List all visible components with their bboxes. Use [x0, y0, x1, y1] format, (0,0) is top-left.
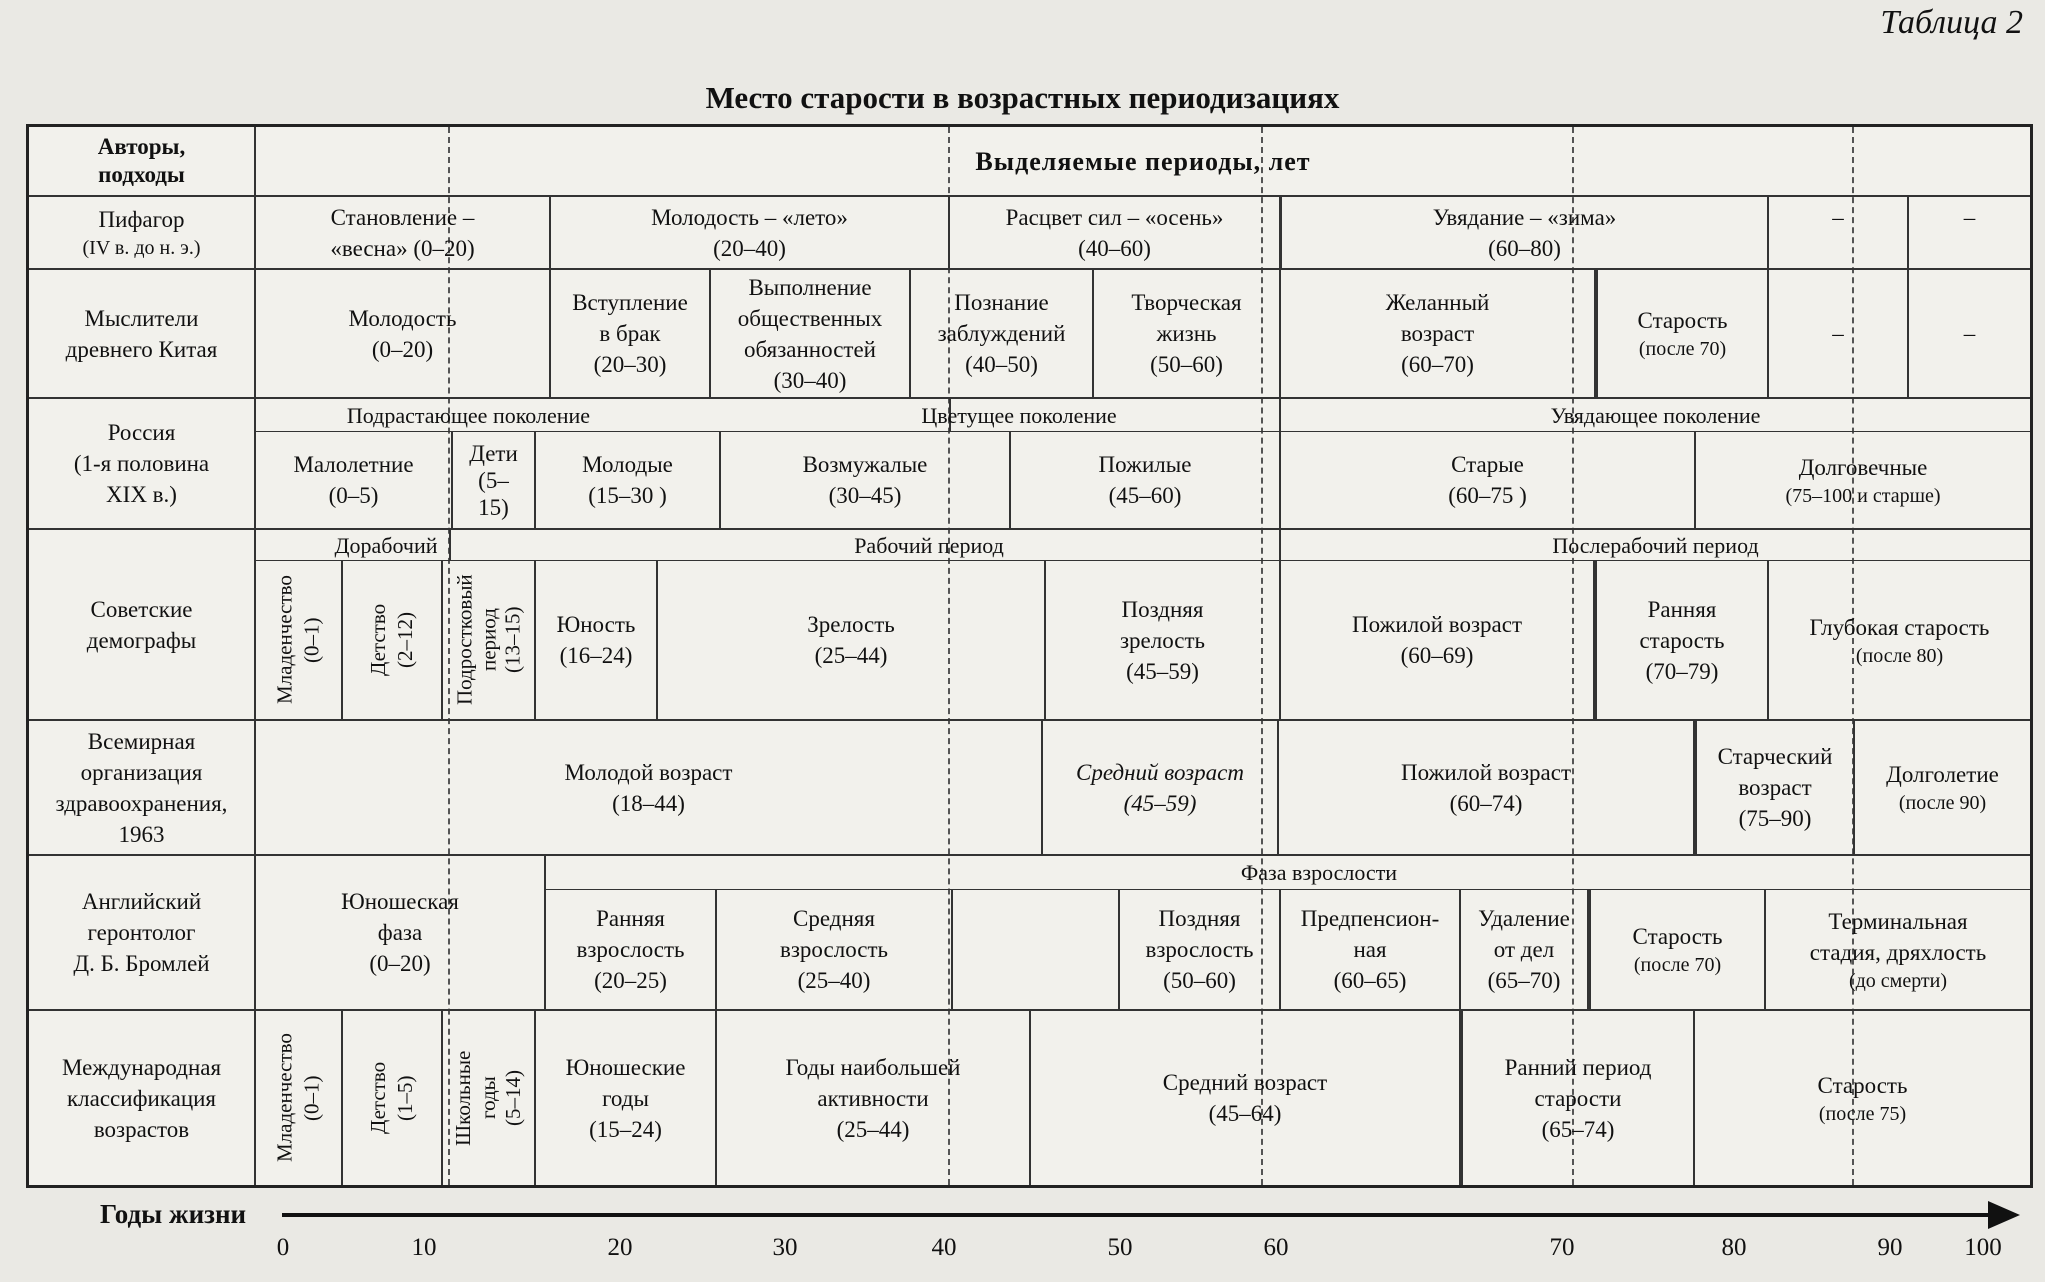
period-cell-vertical: Детство (1–5): [366, 1061, 417, 1135]
period-cell: Старость (после 70): [1632, 924, 1723, 976]
period-cell: Творческая жизнь (50–60): [1131, 290, 1242, 377]
axis-tick: 100: [1964, 1234, 2002, 1261]
period-cell: Ранняя старость (70–79): [1639, 596, 1725, 684]
period-cell: Поздняя зрелость (45–59): [1119, 596, 1206, 684]
period-cell: Предпенсион- ная (60–65): [1300, 906, 1440, 993]
period-cell: Средний возраст (45–59): [1076, 759, 1244, 816]
row-label-bromley: Английский геронтолог Д. Б. Бромлей: [73, 889, 210, 976]
period-cell: Старческий возраст (75–90): [1717, 744, 1833, 831]
period-cell: Возмужалые (30–45): [802, 452, 928, 508]
axis-tick: 40: [931, 1234, 957, 1261]
period-cell: Удаление от дел (65–70): [1478, 906, 1570, 993]
period-cell-empty: –: [1832, 204, 1844, 230]
period-cell: Пожилой возраст (60–69): [1351, 612, 1523, 668]
period-cell: Долговечные (75–100 и старше): [1785, 454, 1941, 507]
period-cell: Увядание – «зима» (60–80): [1432, 204, 1617, 261]
period-cell: Юность (16–24): [556, 612, 636, 668]
period-cell: Становление – «весна» (0–20): [330, 204, 475, 261]
period-cell-vertical: Младенчество (0–1): [272, 575, 324, 705]
periodization-table: [26, 124, 2033, 1188]
axis-tick: 10: [411, 1234, 437, 1261]
axis-tick: 0: [276, 1234, 290, 1261]
period-cell-empty: –: [1963, 321, 1976, 346]
period-cell: Старые (60–75 ): [1448, 452, 1527, 508]
group-label: Рабочий период: [854, 532, 1004, 558]
group-label: Цветущее поколение: [921, 402, 1117, 428]
period-cell: Дети (5– 15): [469, 440, 518, 520]
group-label: Послерабочий период: [1552, 532, 1759, 558]
period-cell: Молодой возраст (18–44): [564, 759, 733, 816]
group-label: Фаза взрослости: [1240, 860, 1398, 885]
period-cell: Желанный возраст (60–70): [1385, 290, 1490, 377]
period-cell: Познание заблуждений (40–50): [937, 290, 1066, 377]
period-cell: Глубокая старость (после 80): [1809, 614, 1990, 667]
axis-tick: 30: [772, 1234, 798, 1261]
period-cell: Выполнение общественных обязанностей (30–40): [737, 274, 883, 393]
period-cell: Зрелость (25–44): [807, 612, 895, 668]
period-cell: Молодость (0–20): [348, 305, 457, 362]
row-label-china: Мыслители древнего Китая: [65, 305, 218, 362]
period-cell: Годы наибольшей активности (25–44): [785, 1054, 961, 1142]
table-title: Место старости в возрастных периодизациях: [705, 80, 1340, 115]
row-label-who: Всемирная организация здравоохранения, 1963: [55, 728, 228, 847]
period-cell: Ранняя взрослость (20–25): [576, 906, 685, 993]
period-cell: Долголетие (после 90): [1886, 762, 1999, 814]
period-cell: Средний возраст (45–64): [1162, 1070, 1328, 1126]
period-cell: Пожилые (45–60): [1098, 452, 1192, 508]
axis-tick: 70: [1549, 1234, 1575, 1261]
period-cell-vertical: Детство (2–12): [366, 603, 417, 677]
group-label: Подрастающее поколение: [346, 402, 591, 428]
period-cell: Старость (после 75): [1817, 1072, 1908, 1125]
axis-tick: 50: [1107, 1234, 1133, 1261]
period-cell: Старость (после 70): [1637, 308, 1728, 360]
header-authors: Авторы, подходы: [97, 134, 186, 187]
row-label-russia: Россия (1-я половина XIX в.): [73, 420, 210, 507]
axis-tick: 80: [1721, 1234, 1747, 1261]
period-cell-empty: –: [1832, 321, 1844, 346]
period-cell: Средняя взрослость (25–40): [779, 906, 889, 993]
period-cell: Поздняя взрослость (50–60): [1145, 906, 1254, 993]
axis-label: Годы жизни: [100, 1199, 247, 1229]
period-cell: Пожилой возраст (60–74): [1400, 759, 1572, 816]
period-cell: Вступление в брак (20–30): [572, 290, 688, 377]
period-cell-empty: –: [1963, 204, 1976, 230]
period-cell: Терминальная стадия, дряхлость (до смерти): [1809, 908, 1987, 992]
period-cell: Молодые (15–30 ): [582, 452, 673, 508]
group-label: Увядающее поколение: [1550, 402, 1761, 428]
axis-line: [282, 1213, 1997, 1217]
axis-tick: 90: [1877, 1234, 1903, 1261]
period-cell: Ранний период старости (65–74): [1504, 1054, 1652, 1142]
row-label-international: Международная классификация возрастов: [61, 1054, 222, 1142]
period-cell: Юношеские годы (15–24): [565, 1054, 686, 1142]
period-cell-vertical: Младенчество (0–1): [272, 1033, 324, 1163]
period-cell: Молодость – «лето» (20–40): [651, 204, 848, 261]
axis-arrow-icon: [1988, 1201, 2020, 1229]
period-cell-vertical: Подростковый период (13–15): [452, 574, 525, 706]
row-label-pythagoras: Пифагор (IV в. до н. э.): [82, 206, 201, 259]
axis-tick: 60: [1263, 1234, 1289, 1261]
table-label: Таблица 2: [1880, 4, 2023, 41]
header-periods: Выделяемые периоды, лет: [975, 146, 1311, 176]
row-label-soviet: Советские демографы: [86, 596, 197, 653]
group-label: Дорабочий: [334, 532, 438, 558]
period-cell: Малолетние (0–5): [293, 452, 414, 508]
period-cell: Юношеская фаза (0–20): [341, 889, 459, 976]
period-cell-vertical: Школьные годы (5–14): [451, 1050, 525, 1146]
cell-divider: [951, 890, 953, 1009]
axis-tick: 20: [607, 1234, 633, 1261]
period-cell: Расцвет сил – «осень» (40–60): [1005, 204, 1224, 261]
